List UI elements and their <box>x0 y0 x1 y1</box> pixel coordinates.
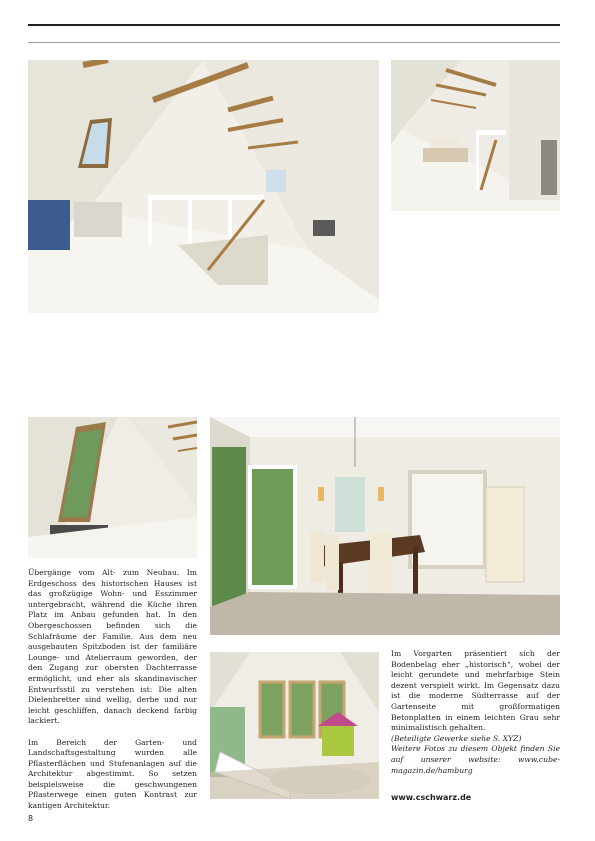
header-rule-thick <box>28 24 560 26</box>
page-number: 8 <box>28 814 34 823</box>
paragraph-front-garden: Im Vorgarten präsentiert sich der Bodenbelag eher „historisch“, wobei der leicht gerundete und mehrfarbige Stein dezent verspielt wirkt. Im Gegensatz dazu ist die moderne Südterrasse auf der Gartenseite mit großformatigen Betonplatten in einem leichten Grau sehr minimalistisch gehalten. <box>391 649 560 733</box>
article-text-left <box>28 568 197 822</box>
article-text-right <box>391 649 560 776</box>
photo-attic-window <box>28 417 197 558</box>
photo-dining-room <box>210 417 560 635</box>
credit-trades: (Beteiligte Gewerke siehe S. XYZ) <box>391 733 522 743</box>
header-rule-thin <box>28 42 560 43</box>
paragraph-transitions: Übergänge vom Alt- zum Neubau. Im Erdgeschoss des historischen Hauses ist das großzügige Wohn- und Esszimmer untergebracht, während die Küche ihren Platz im Anbau gefunden hat. In den Obergeschossen befinden sich die Schlafräume der Familie. Aus dem neu ausgebauten Spitzboden ist der familiäre Lounge- und Atelierraum geworden, der den Zugang zur obersten Dachterrasse ermöglicht, und eher als skandinavischer Entwurfsstil zu verstehen ist: Die alten Dielenbretter sind wellig, derbe und nur leicht geschliffen, danach deckend farbig lackiert. <box>28 568 197 726</box>
photo-attic-loft <box>28 60 379 313</box>
credit-more-photos: Weitere Fotos zu diesem Objekt finden Sie auf unserer website: www.cube-magazin.de/hamburg <box>391 744 560 775</box>
footer-website-link[interactable]: www.cschwarz.de <box>391 793 472 802</box>
photo-attic-bedroom <box>391 60 560 211</box>
photo-playroom <box>210 652 379 799</box>
paragraph-garden: Im Bereich der Garten- und Landschaftsgestaltung wurden alle Pflasterflächen und Stufenanlagen auf die Architektur abgestimmt. So setzen beispielsweise die geschwungenen Pflasterwege einen guten Kontrast zur kantigen Architektur. <box>28 737 197 811</box>
